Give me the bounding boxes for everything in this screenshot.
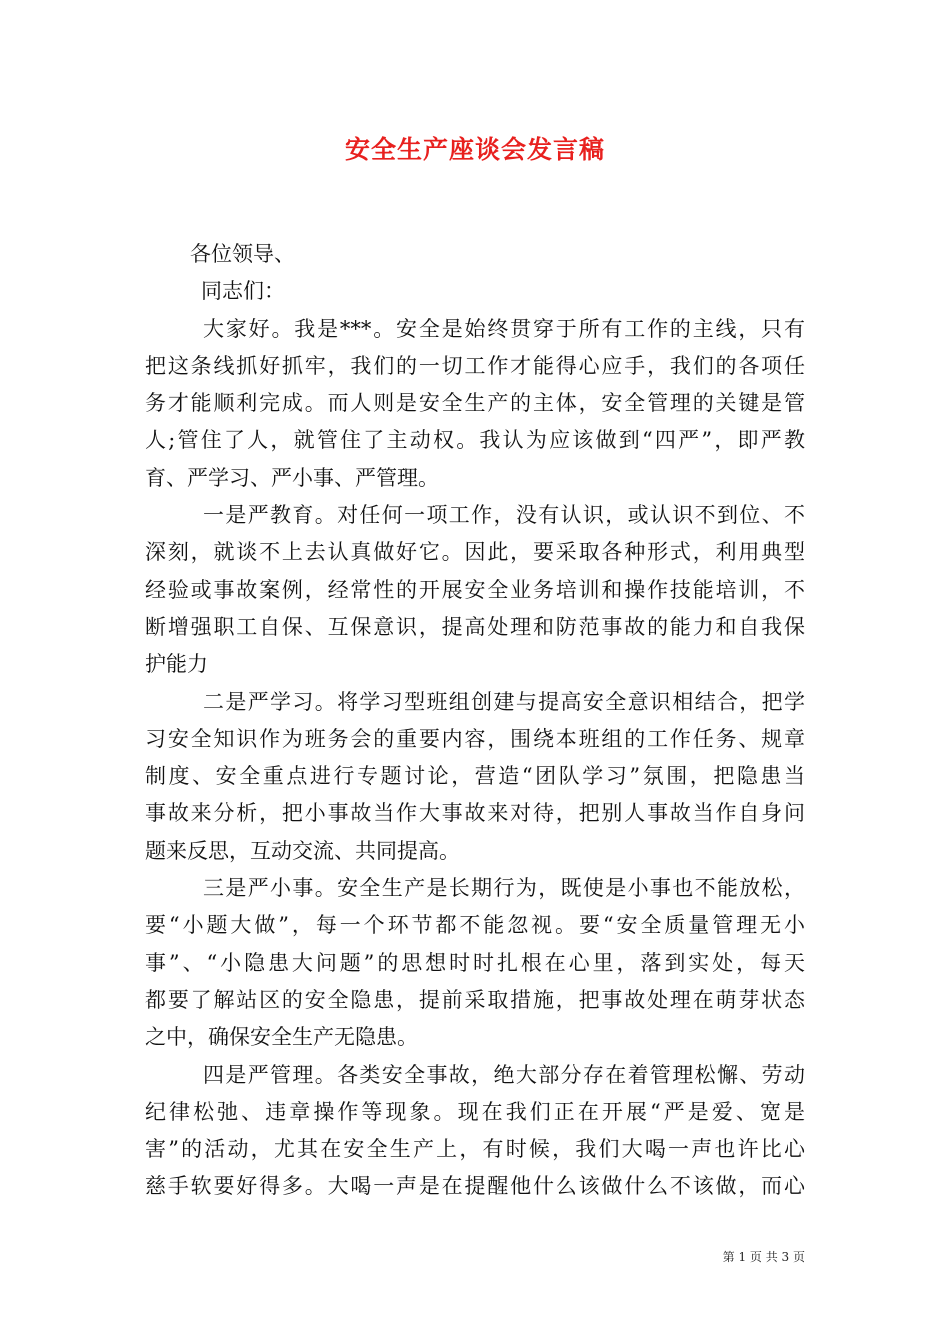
paragraph-line: 题来反思，互动交流、共同提高。 (145, 838, 460, 863)
paragraph-line: 三是严小事。安全生产是长期行为，既使是小事也不能放松， (203, 876, 805, 901)
salutation-line: 同志们： (201, 279, 285, 304)
paragraph-line: 一是严教育。对任何一项工作，没有认识，或认识不到位、不 (203, 503, 805, 528)
paragraph-line: 把这条线抓好抓牢，我们的一切工作才能得心应手，我们的各项任 (145, 353, 805, 378)
paragraph (145, 1057, 805, 1206)
paragraph-line: 人;管住了人，就管住了主动权。我认为应该做到“四严”，即严教 (145, 428, 805, 453)
paragraphs (145, 311, 805, 1206)
paragraph-line: 之中，确保安全生产无隐患。 (145, 1025, 418, 1050)
paragraph-line: 事故来分析，把小事故当作大事故来对待，把别人事故当作自身问 (145, 801, 805, 826)
paragraph-line: 护能力 (145, 652, 208, 677)
paragraph-line: 都要了解站区的安全隐患，提前采取措施，把事故处理在萌芽状态 (145, 987, 805, 1012)
paragraph-line: 深刻，就谈不上去认真做好它。因此，要采取各种形式，利用典型 (145, 540, 805, 565)
paragraph-line: 务才能顺利完成。而人则是安全生产的主体，安全管理的关键是管 (145, 391, 805, 416)
paragraph (145, 870, 805, 1056)
paragraph-line: 害”的活动，尤其在安全生产上，有时候，我们大喝一声也许比心 (145, 1137, 805, 1162)
paragraph (145, 497, 805, 683)
paragraph (145, 311, 805, 497)
paragraph-line: 经验或事故案例，经常性的开展安全业务培训和操作技能培训，不 (145, 577, 805, 602)
document-title: 安全生产座谈会发言稿 (344, 135, 605, 164)
paragraph-line: 育、严学习、严小事、严管理。 (145, 465, 439, 490)
paragraph-line: 四是严管理。各类安全事故，绝大部分存在着管理松懈、劳动 (203, 1062, 805, 1087)
salutation-line: 各位领导、 (190, 242, 295, 266)
paragraph-line: 大家好。我是***。安全是始终贯穿于所有工作的主线，只有 (203, 316, 805, 341)
paragraph-line: 习安全知识作为班务会的重要内容，围绕本班组的工作任务、规章 (145, 726, 805, 751)
paragraph-line: 要“小题大做”，每一个环节都不能忽视。要“安全质量管理无小 (145, 913, 805, 938)
paragraph (145, 684, 805, 870)
document-body (145, 236, 805, 1206)
page-number: 第 1 页 共 3 页 (722, 1250, 805, 1264)
paragraph-line: 纪律松弛、违章操作等现象。现在我们正在开展“严是爱、宽是 (145, 1099, 805, 1124)
paragraph-line: 二是严学习。将学习型班组创建与提高安全意识相结合，把学 (203, 689, 805, 714)
paragraph-line: 断增强职工自保、互保意识，提高处理和防范事故的能力和自我保 (145, 614, 805, 639)
paragraph-line: 事”、“小隐患大问题”的思想时时扎根在心里，落到实处，每天 (145, 950, 805, 975)
paragraph-line: 慈手软要好得多。大喝一声是在提醒他什么该做什么不该做，而心 (145, 1174, 805, 1199)
paragraph-line: 制度、安全重点进行专题讨论，营造“团队学习”氛围，把隐患当 (145, 764, 805, 789)
